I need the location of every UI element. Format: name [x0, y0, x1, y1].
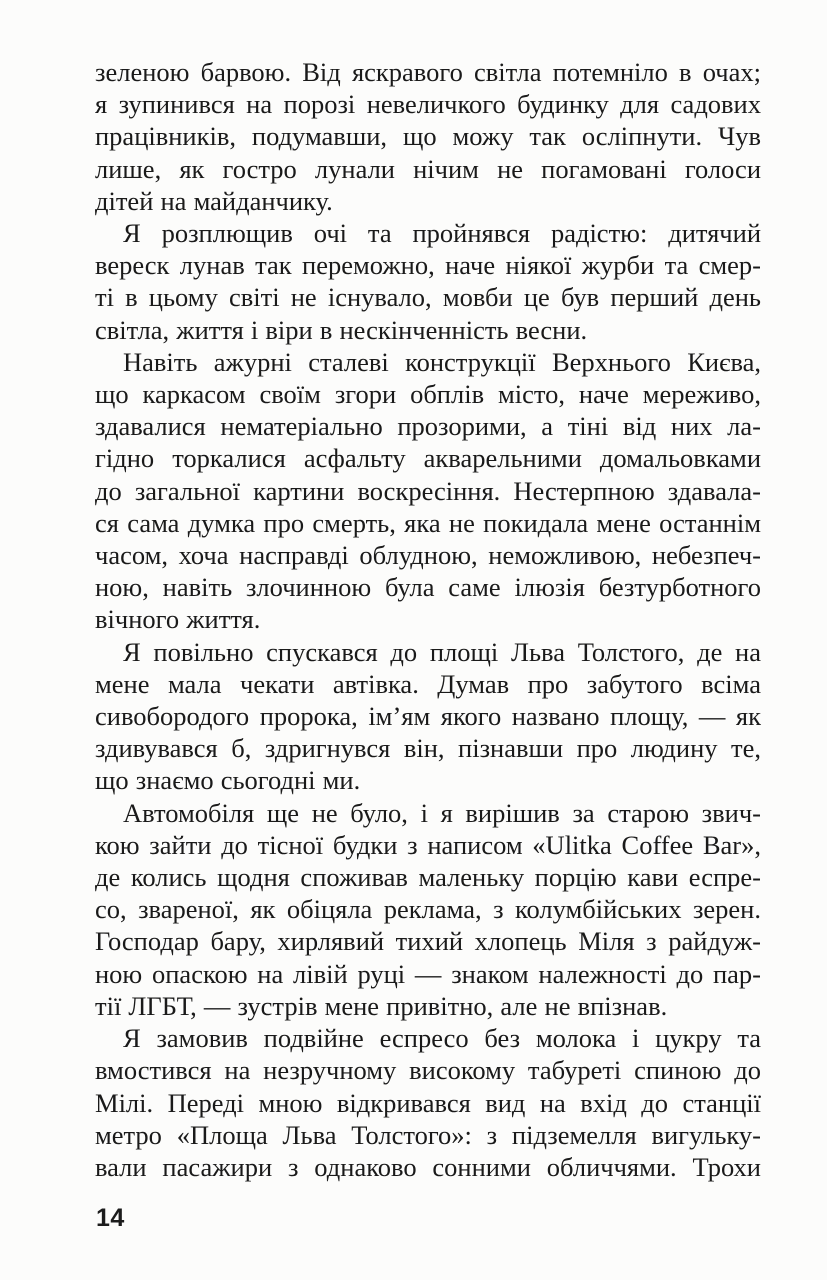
text-line: вмостився на незручному високому табуреті спиною до — [95, 1055, 761, 1086]
paragraph — [95, 217, 761, 346]
text-line: до загальної картини воскресіння. Нестерпною здавала- — [95, 475, 761, 506]
paragraph — [95, 346, 761, 636]
text-line: тії ЛГБТ, — зустрів мене привітно, але не впізнав. — [95, 990, 668, 1021]
text-line: Господар бару, хирлявий тихий хлопець Міля з райдуж- — [95, 926, 761, 957]
text-line: ся сама думка про смерть, яка не покидала мене останнім — [95, 507, 761, 538]
text-line: вереск лунав так переможно, наче ніякої журби та смер- — [95, 250, 761, 281]
paragraph — [95, 636, 761, 797]
text-line: я зупинився на порозі невеличкого будинку для садових — [95, 89, 761, 120]
paragraph — [95, 797, 761, 1022]
text-line: працівників, подумавши, що можу так осліпнути. Чув — [95, 121, 761, 152]
text-line: часом, хоча насправді облудною, неможливою, небезпеч- — [95, 540, 761, 571]
text-line: зеленою барвою. Від яскравого світла потемніло в очах; — [95, 57, 761, 87]
text-line: Навіть ажурні сталеві конструкції Верхнього Києва, — [123, 346, 761, 377]
text-line: що знаємо сьогодні ми. — [95, 765, 361, 796]
text-line: ною, навіть злочинною була саме ілюзія безтурботного — [95, 572, 761, 603]
text-line: світла, життя і віри в нескінченність весни. — [95, 314, 588, 345]
text-line: сивобородого пророка, ім’ям якого названо площу, — як — [95, 701, 761, 732]
text-line: Мілі. Переді мною відкривався вид на вхід до станції — [95, 1087, 761, 1118]
page-number: 14 — [96, 1204, 125, 1232]
text-line: Автомобіля ще не було, і я вирішив за старою звич- — [123, 797, 761, 828]
text-line: де колись щодня споживав маленьку порцію кави еспре- — [95, 862, 761, 893]
text-line: Я повільно спускався до площі Льва Толстого, де на — [123, 636, 761, 667]
text-line: вали пасажири з однаково сонними обличчями. Трохи — [95, 1151, 761, 1182]
text-line: Я замовив подвійне еспресо без молока і цукру та — [123, 1023, 761, 1054]
text-line: ті в цьому світі не існувало, мовби це був перший день — [95, 282, 761, 313]
text-block — [95, 56, 761, 1183]
text-line: лише, як гостро лунали нічим не погамовані голоси — [95, 153, 761, 184]
paragraph — [95, 56, 761, 217]
text-line: здавалися нематеріально прозорими, а тіні від них ла- — [95, 411, 761, 442]
text-line: ною опаскою на лівій руці — знаком належності до пар- — [95, 958, 761, 989]
paragraph — [95, 1022, 761, 1183]
text-line: мене мала чекати автівка. Думав про забутого всіма — [95, 668, 761, 699]
text-line: метро «Площа Льва Толстого»: з підземелля вигульку- — [95, 1119, 761, 1150]
text-line: Я розплющив очі та пройнявся радістю: дитячий — [123, 218, 761, 249]
text-line: дітей на майданчику. — [95, 185, 333, 216]
text-line: вічного життя. — [95, 604, 261, 635]
text-line: гідно торкалися асфальту акварельними домальовками — [95, 443, 761, 474]
text-line: здивувався б, здригнувся він, пізнавши про людину те, — [95, 733, 761, 764]
text-line: со, звареної, як обіцяла реклама, з колумбійських зерен. — [95, 894, 761, 925]
text-line: що каркасом своїм згори обплів місто, наче мереживо, — [95, 379, 761, 410]
text-line: кою зайти до тісної будки з написом «Ulitka Coffee Bar», — [95, 829, 761, 860]
